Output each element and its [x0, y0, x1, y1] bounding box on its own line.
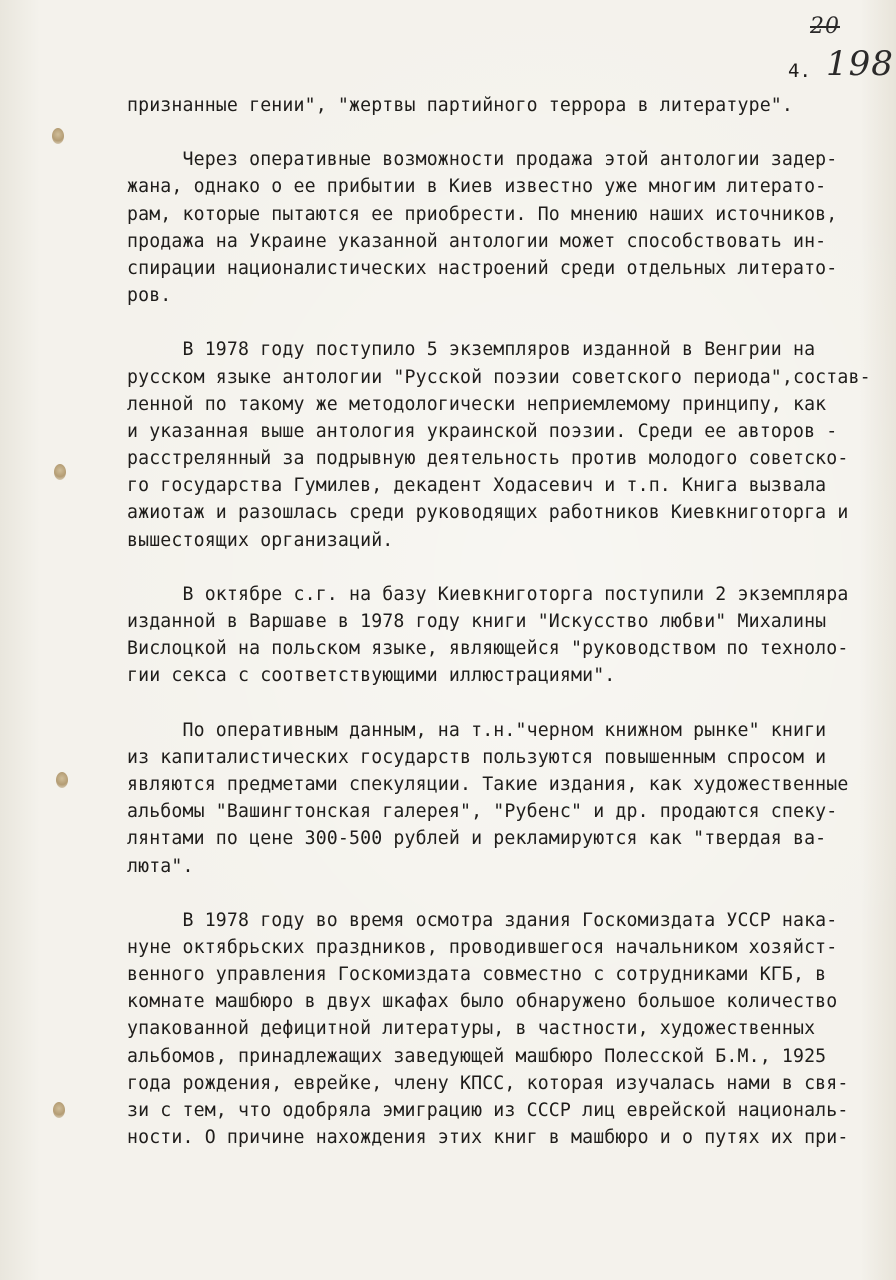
- binding-hole: [52, 128, 64, 144]
- text-line: Через оперативные возможности продажа этой антологии задер-: [127, 149, 838, 171]
- text-line: В октябре с.г. на базу Киевкниготорга поступили 2 экземпляра: [127, 583, 849, 605]
- text-line: В 1978 году во время осмотра здания Госкомиздата УССР нака-: [127, 909, 838, 931]
- text-line: го государства Гумилев, декадент Ходасевич и т.п. Книга вызвала: [127, 475, 827, 497]
- typed-page-number: 4.: [788, 60, 811, 82]
- text-line: признанные гении", "жертвы партийного террора в литературе".: [127, 95, 793, 116]
- text-line: нуне октябрьских праздников, проводившегося начальником хозяйст-: [127, 936, 838, 958]
- typewritten-text-body: [127, 92, 871, 1151]
- text-line: В 1978 году поступило 5 экземпляров изданной в Венгрии на: [127, 339, 816, 361]
- text-line: спирации националистических настроений среди отдельных литерато-: [127, 257, 838, 279]
- text-line: ажиотаж и разошлась среди руководящих работников Киевкниготорга и: [127, 502, 849, 524]
- binding-hole: [54, 464, 66, 480]
- text-line: венного управления Госкомиздата совместно с сотрудниками КГБ, в: [127, 964, 827, 986]
- handwritten-page-number: 198: [826, 44, 894, 84]
- text-line: года рождения, еврейке, члену КПСС, которая изучалась нами в свя-: [127, 1072, 849, 1094]
- paragraph-gap: [127, 690, 867, 717]
- text-line: люта".: [127, 855, 194, 877]
- text-line: ров.: [127, 285, 172, 307]
- text-line: изданной в Варшаве в 1978 году книги "Искусство любви" Михалины: [127, 611, 827, 632]
- text-line: По оперативным данным, на т.н."черном книжном рынке" книги: [127, 719, 827, 741]
- text-line: ности. О причине нахождения этих книг в машбюро и о путях их при-: [127, 1127, 849, 1149]
- text-line: из капиталистических государств пользуются повышенным спросом и: [127, 746, 827, 768]
- text-line: лянтами по цене 300-500 рублей и рекламируются как "твердая ва-: [127, 828, 827, 850]
- binding-hole: [53, 1102, 65, 1118]
- handwritten-crossed-number: 20: [810, 14, 840, 39]
- text-line: альбомы "Вашингтонская галерея", "Рубенс" и др. продаются спеку-: [127, 801, 838, 823]
- text-line: рам, которые пытаются ее приобрести. По мнению наших источников,: [127, 203, 838, 225]
- text-line: Вислоцкой на польском языке, являющейся "руководством по техноло-: [127, 638, 849, 660]
- paragraph-gap: [127, 554, 867, 581]
- paragraph-gap: [127, 309, 867, 336]
- text-line: и указанная выше антология украинской поэзии. Среди ее авторов -: [127, 420, 838, 442]
- text-line: ленной по такому же методологически неприемлемому принципу, как: [127, 393, 827, 415]
- text-line: альбомов, принадлежащих заведующей машбюро Полесской Б.М., 1925: [127, 1045, 827, 1067]
- text-line: вышестоящих организаций.: [127, 529, 394, 551]
- binding-hole: [56, 772, 68, 788]
- paragraph-gap: [127, 119, 867, 146]
- text-line: комнате машбюро в двух шкафах было обнаружено большое количество: [127, 991, 838, 1013]
- paragraph-gap: [127, 880, 867, 907]
- text-line: гии секса с соответствующими иллюстрациями".: [127, 665, 616, 687]
- text-line: являются предметами спекуляции. Такие издания, как художественные: [127, 773, 849, 795]
- text-line: расстрелянный за подрывную деятельность против молодого советско-: [127, 448, 849, 470]
- text-line: русском языке антологии "Русской поэзии советского периода",состав-: [127, 366, 871, 388]
- text-line: жана, однако о ее прибытии в Киев известно уже многим литерато-: [127, 176, 827, 198]
- text-line: продажа на Украине указанной антологии может способствовать ин-: [127, 230, 827, 252]
- text-line: зи с тем, что одобряла эмиграцию из СССР лиц еврейской националь-: [127, 1100, 849, 1121]
- text-line: упакованной дефицитной литературы, в частности, художественных: [127, 1018, 816, 1040]
